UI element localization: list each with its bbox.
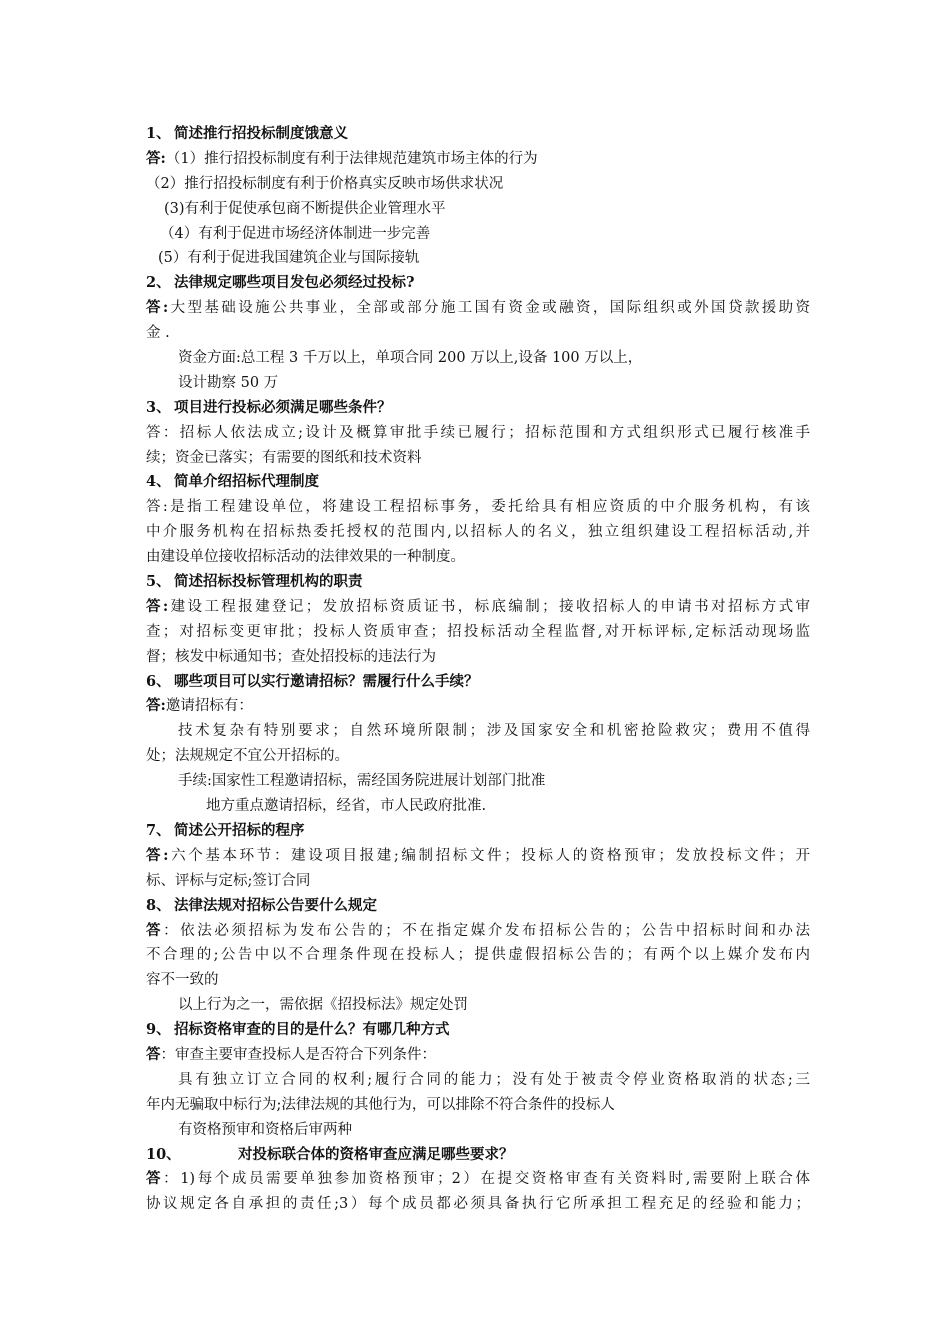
answer-3-line-2: 续；资金已落实；有需要的图纸和技术资料 [146, 449, 422, 466]
question-1-heading: 1、 简述推行招投标制度饿意义 [146, 125, 348, 142]
document-body [146, 122, 810, 1217]
answer-1-line-4: （4）有利于促进市场经济体制进一步完善 [160, 225, 431, 242]
answer-2-line-1: 答:大型基础设施公共事业，全部或部分施工国有资金或融资，国际组织或外国贷款援助资 [146, 299, 810, 317]
answer-9-line-3: 年内无骗取中标行为;法律法规的其他行为，可以排除不符合条件的投标人 [146, 1096, 615, 1113]
question-8-heading: 8、 法律法规对招标公告要什么规定 [146, 896, 377, 914]
answer-6-line-3: 处；法规规定不宜公开招标的。 [146, 748, 349, 765]
answer-5-line-3: 督；核发中标通知书；查处招投标的违法行为 [146, 648, 436, 665]
answer-8-line-3: 容不一致的 [146, 972, 219, 989]
answer-1-line-2: （2）推行招投标制度有利于价格真实反映市场供求状况 [146, 175, 504, 192]
answer-1-line-5: (5）有利于促进我国建筑企业与国际接轨 [158, 250, 420, 267]
answer-5-line-1: 答:建设工程报建登记；发放招标资质证书，标底编制；接收招标人的申请书对招标方式审 [146, 597, 810, 615]
answer-4-line-3: 由建设单位接收招标活动的法律效果的一种制度。 [146, 549, 465, 566]
answer-6-line-1: 答:邀请招标有： [146, 697, 253, 715]
question-6-heading: 6、 哪些项目可以实行邀请招标？需履行什么手续？ [146, 672, 479, 690]
answer-10-line-1: 答：1)每个成员需要单独参加资格预审；2）在提交资格审查有关资料时,需要附上联合体 [146, 1170, 810, 1188]
answer-8-line-4: 以上行为之一，需依据《招投标法》规定处罚 [178, 997, 468, 1014]
answer-4-line-2: 中介服务机构在招标热委托授权的范围内,以招标人的名义，独立组织建设工程招标活动,并 [146, 524, 810, 541]
answer-1-line-1: 答:（1）推行招投标制度有利于法律规范建筑市场主体的行为 [146, 149, 538, 167]
answer-9-line-2: 具有独立订立合同的权利;履行合同的能力；没有处于被责令停业资格取消的状态;三 [178, 1071, 810, 1088]
answer-3-line-1: 答：招标人依法成立;设计及概算审批手续已履行；招标范围和方式组织形式已履行核准手 [146, 424, 810, 441]
question-4-heading: 4、 简单介绍招标代理制度 [146, 473, 319, 491]
answer-9-line-1: 答：审查主要审查投标人是否符合下列条件： [146, 1045, 436, 1063]
question-2-heading: 2、 法律规定哪些项目发包必须经过投标? [146, 274, 415, 292]
answer-4-line-1: 答:是指工程建设单位，将建设工程招标事务，委托给具有相应资质的中介服务机构，有该 [146, 499, 810, 516]
question-7-heading: 7、 简述公开招标的程序 [146, 821, 305, 839]
answer-6-line-5: 地方重点邀请招标，经省，市人民政府批准. [206, 798, 487, 815]
answer-10-line-2: 协议规定各自承担的责任;3）每个成员都必须具备执行它所承担工程充足的经验和能力； [146, 1196, 810, 1213]
answer-7-line-1: 答:六个基本环节：建设项目报建;编制招标文件；投标人的资格预审；发放投标文件；开 [146, 846, 810, 864]
question-5-heading: 5、 简述招标投标管理机构的职责 [146, 573, 363, 591]
answer-5-line-2: 查；对招标变更审批；投标人资质审查；招投标活动全程监督,对开标评标,定标活动现场监 [146, 623, 810, 640]
answer-8-line-2: 不合理的;公告中以不合理条件现在投标人；提供虚假招标公告的；有两个以上媒介发布内 [146, 947, 810, 964]
answer-7-line-2: 标、评标与定标;签订合同 [146, 872, 311, 889]
answer-1-line-3: (3)有利于促使承包商不断提供企业管理水平 [164, 200, 446, 217]
question-10-heading: 10、 对投标联合体的资格审查应满足哪些要求？ [146, 1145, 514, 1163]
question-9-heading: 9、 招标资格审查的目的是什么？有哪几种方式 [146, 1021, 450, 1039]
answer-2-line-2: 金 . [146, 325, 170, 342]
answer-6-line-4: 手续:国家性工程邀请招标，需经国务院进展计划部门批准 [178, 773, 546, 790]
answer-2-line-3: 资金方面:总工程 3 千万以上，单项合同 200 万以上,设备 100 万以上， [178, 350, 643, 367]
answer-8-line-1: 答：依法必须招标为发布公告的；不在指定媒介发布招标公告的；公告中招标时间和办法 [146, 921, 810, 939]
answer-2-line-4: 设计勘察 50 万 [178, 374, 279, 391]
answer-6-line-2: 技术复杂有特别要求；自然环境所限制；涉及国家安全和机密抢险救灾；费用不值得 [178, 723, 810, 740]
question-3-heading: 3、 项目进行投标必须满足哪些条件？ [146, 398, 392, 416]
answer-9-line-4: 有资格预审和资格后审两种 [178, 1121, 352, 1138]
